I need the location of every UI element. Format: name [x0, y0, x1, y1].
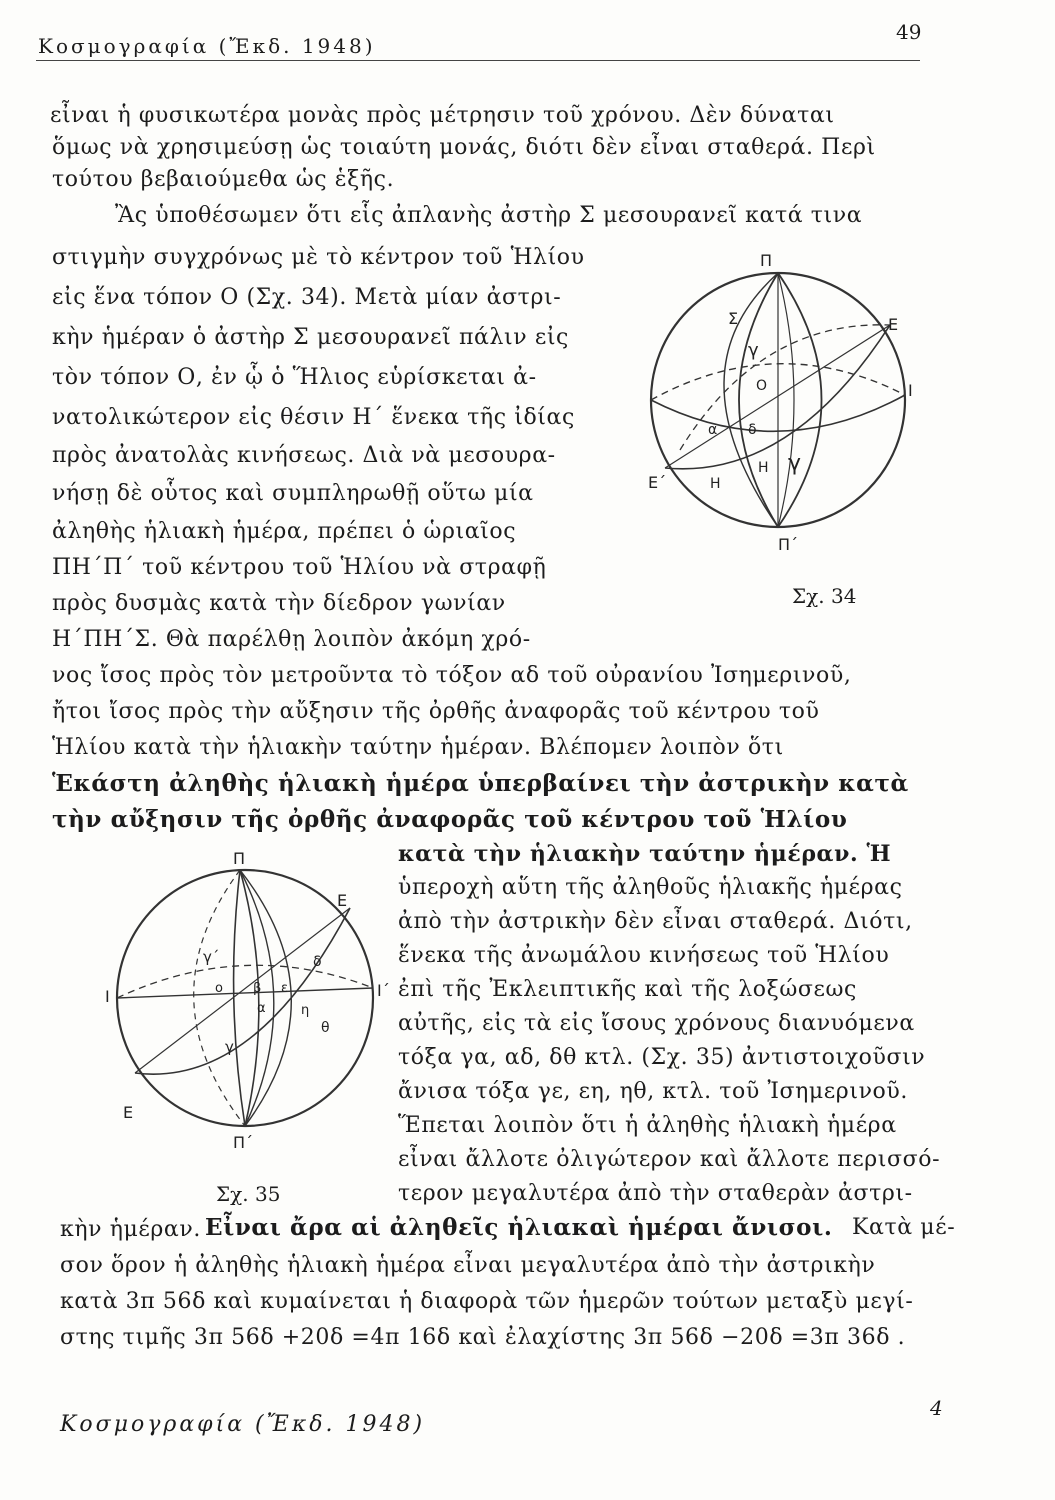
body-line: σον ὅρον ἡ ἀληθὴς ἡλιακὴ ἡμέρα εἶναι μεγαλυτέρα ἀπὸ τὴν ἀστρικὴν: [60, 1253, 876, 1278]
label-P-prime: Π΄: [778, 535, 799, 554]
body-line: νος ἴσος πρὸς τὸν μετροῦντα τὸ τόξον αδ τοῦ οὐρανίου Ἰσημερινοῦ,: [52, 663, 852, 688]
body-line: ἕνεκα τῆς ἀνωμάλου κινήσεως τοῦ Ἡλίου: [398, 943, 890, 968]
body-line: Η΄ΠΗ΄Σ. Θὰ παρέλθῃ λοιπὸν ἀκόμη χρό-: [52, 627, 531, 652]
label-E: Ε: [888, 315, 899, 334]
label-P: Π: [233, 849, 246, 868]
body-line: ἀληθὴς ἡλιακὴ ἡμέρα, πρέπει ὁ ὡριαῖος: [52, 519, 517, 544]
label-E-prime: Ε: [123, 1103, 134, 1122]
body-line: νήσῃ δὲ οὗτος καὶ συμπληρωθῇ οὕτω μία: [52, 481, 534, 506]
body-line: εἶναι ἡ φυσικωτέρα μονὰς πρὸς μέτρησιν τοῦ χρόνου. Δὲν δύναται: [50, 103, 835, 128]
label-alpha: α: [257, 1001, 266, 1016]
body-line: τούτου βεβαιούμεθα ὡς ἑξῆς.: [52, 167, 395, 192]
label-theta: θ: [321, 1020, 330, 1036]
label-beta: β: [253, 981, 262, 996]
label-I-prime: Ι΄: [377, 981, 390, 1000]
body-line: τερον μεγαλυτέρα ἀπὸ τὴν σταθερὰν ἀστρι-: [398, 1181, 913, 1206]
page-number: 49: [896, 20, 922, 44]
horizon-line: [117, 988, 373, 998]
body-line: ὅμως νὰ χρησιμεύσῃ ὡς τοιαύτη μονάς, διότι δὲν εἶναι σταθερά. Περὶ: [52, 135, 876, 160]
body-line: αὐτῆς, εἰς τὰ εἰς ἴσους χρόνους διανυόμενα: [398, 1011, 915, 1036]
header-rule: [36, 60, 920, 61]
label-E: Ε: [337, 891, 348, 910]
label-epsilon: ε: [281, 981, 289, 996]
label-H: Η: [758, 460, 769, 476]
meridian-solid: [778, 273, 822, 527]
body-line: ἀπὸ τὴν ἀστρικὴν δὲν εἶναι σταθερά. Διότι,: [398, 909, 913, 934]
label-E-prime: Ε΄: [648, 473, 667, 492]
sphere-outline: [117, 870, 373, 1126]
body-line: ἐπὶ τῆς Ἐκλειπτικῆς καὶ τῆς λοξώσεως: [398, 977, 857, 1002]
label-eta: η: [301, 1003, 310, 1018]
body-line: Ἡλίου κατὰ τὴν ἡλιακὴν ταύτην ἡμέραν. Βλέπομεν λοιπὸν ὅτι: [52, 735, 784, 760]
label-alpha: α: [708, 422, 718, 438]
label-gamma-prime: γ΄: [203, 948, 220, 966]
body-line: Ἕπεται λοιπὸν ὅτι ἡ ἀληθὴς ἡλιακὴ ἡμέρα: [398, 1113, 897, 1138]
meridian-dashed: [194, 870, 245, 1126]
body-line: πρὸς δυσμὰς κατὰ τὴν δίεδρον γωνίαν: [52, 591, 506, 616]
label-O: Ο: [756, 378, 768, 394]
body-line: ἄνισα τόξα γε, εη, ηθ, κτλ. τοῦ Ἰσημερινοῦ.: [398, 1079, 908, 1104]
body-line: Ἂς ὑποθέσωμεν ὅτι εἷς ἀπλανὴς ἀστὴρ Σ μεσουρανεῖ κατά τινα: [115, 203, 863, 228]
body-line: ἤτοι ἴσος πρὸς τὴν αὔξησιν τῆς ὀρθῆς ἀναφορᾶς τοῦ κέντρου τοῦ: [52, 699, 820, 724]
label-H2: Η: [710, 476, 721, 492]
body-line: ΠΗ΄Π΄ τοῦ κέντρου τοῦ Ἡλίου νὰ στραφῇ: [52, 555, 547, 580]
figure-35-celestial-sphere: [105, 848, 405, 1158]
body-line: Κατὰ μέ-: [852, 1215, 956, 1240]
label-I: Ι: [105, 987, 110, 1006]
label-I: Ι: [908, 381, 913, 400]
label-S: Σ: [728, 309, 739, 328]
label-P: Π: [760, 251, 773, 270]
body-line: κατὰ 3π 56δ καὶ κυμαίνεται ἡ διαφορὰ τῶν ἡμερῶν τούτων μεταξὺ μεγί-: [60, 1289, 914, 1314]
body-line: τὸν τόπον Ο, ἐν ᾧ ὁ Ἥλιος εὑρίσκεται ἀ-: [52, 365, 537, 390]
running-header-title: Κοσμογραφία (Ἔκδ. 1948): [38, 34, 376, 58]
label-gamma: γ: [225, 1038, 234, 1056]
figure-34-celestial-sphere: [640, 250, 930, 554]
body-line: πρὸς ἀνατολὰς κινήσεως. Διὰ νὰ μεσουρα-: [52, 443, 556, 468]
emphasis-line: τὴν αὔξησιν τῆς ὀρθῆς ἀναφορᾶς τοῦ κέντρου τοῦ Ἡλίου: [52, 806, 848, 833]
body-line: τόξα γα, αδ, δθ κτλ. (Σχ. 35) ἀντιστοιχοῦσιν: [398, 1045, 926, 1070]
label-delta: δ: [313, 954, 322, 970]
emphasis-line: Ἑκάστη ἀληθὴς ἡλιακὴ ἡμέρα ὑπερβαίνει τὴν ἀστρικὴν κατὰ: [52, 770, 909, 797]
footer-number: 4: [930, 1396, 943, 1420]
body-line: στης τιμῆς 3π 56δ +20δ =4π 16δ καὶ ἐλαχίστης 3π 56δ −20δ =3π 36δ .: [60, 1325, 906, 1350]
label-delta: δ: [748, 422, 757, 438]
emphasis-line: Εἶναι ἄρα αἱ ἀληθεῖς ἡλιακαὶ ἡμέραι ἄνισοι.: [205, 1214, 833, 1241]
body-line: εἶναι ἄλλοτε ὀλιγώτερον καὶ ἄλλοτε περισσό-: [398, 1147, 941, 1172]
figure-35-caption: Σχ. 35: [216, 1182, 281, 1206]
label-P-prime: Π΄: [233, 1133, 254, 1152]
label-O: ο: [215, 981, 223, 996]
body-line: εἰς ἕνα τόπον Ο (Σχ. 34). Μετὰ μίαν ἀστρι-: [52, 285, 562, 310]
body-line: στιγμὴν συγχρόνως μὲ τὸ κέντρον τοῦ Ἡλίου: [52, 245, 585, 270]
body-line: νατολικώτερον εἰς θέσιν Η΄ ἕνεκα τῆς ἰδίας: [52, 405, 575, 430]
body-line: κὴν ἡμέραν ὁ ἀστὴρ Σ μεσουρανεῖ πάλιν εἰς: [52, 325, 569, 350]
body-line: κατὰ τὴν ἡλιακὴν ταύτην ἡμέραν. Ἡ: [398, 841, 892, 867]
meridian-solid: [778, 273, 794, 527]
meridian-solid: [234, 870, 245, 1126]
body-line: κὴν ἡμέραν.: [60, 1217, 201, 1242]
label-gamma: γ: [748, 340, 759, 361]
meridian-solid: [240, 870, 291, 1126]
figure-34-caption: Σχ. 34: [792, 584, 857, 608]
body-line: ὑπεροχὴ αὕτη τῆς ἀληθοῦς ἡλιακῆς ἡμέρας: [398, 875, 903, 900]
label-gamma2: γ: [788, 451, 802, 476]
footer-title: Κοσμογραφία (Ἔκδ. 1948): [60, 1412, 426, 1437]
